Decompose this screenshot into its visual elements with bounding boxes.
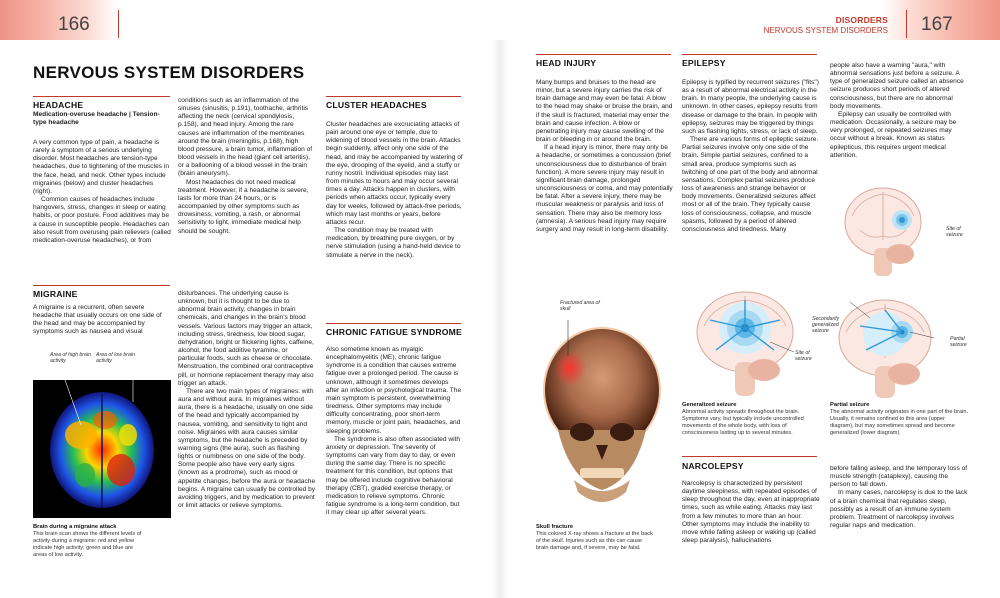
cfs-rule: [326, 323, 461, 324]
subsection-title: NERVOUS SYSTEM DISORDERS: [763, 26, 888, 35]
right-page-number-rule: [906, 10, 907, 38]
label-site-of-seizure-1: Site of seizure: [946, 226, 963, 238]
caption-title: Skull fracture: [536, 524, 574, 530]
paragraph: disturbances. The underlying cause is unknown, but it is thought to be due to abnormal brain activity, changes in brain chemicals, and changes in the brain's blood vessels. Various factors may trigger an attack, including stress, tiredness, low blood sugar, dehydration, bright or flickering lights, caffeine, alcohol, the food additive tyramine, or particular foods, such as cheese or chocolate. Menstruation, the combined oral contraceptive pill, or hormone replacement therapy may also trigger an attack.: [178, 290, 314, 387]
cluster-rule: [326, 96, 461, 97]
migraine-text-col2: [178, 290, 316, 510]
paragraph: Most headaches do not need medical treatment. However, if a headache is severe, lasts for more than 24 hours, or is accompanied by other symptoms such as drowsiness, vomiting, a rash, or abnormal sensitivity to light, immediate medical help should be sought.: [178, 178, 309, 235]
generalized-seizure-diagram: [690, 290, 800, 398]
left-page-number: 166: [58, 14, 90, 35]
head-injury-heading: HEAD INJURY: [536, 58, 597, 68]
right-page-number: 167: [921, 14, 953, 35]
head-injury-text: [536, 79, 673, 234]
partial-seizure-diagram-lower: [830, 298, 940, 400]
narcolepsy-rule: [682, 456, 817, 457]
label-fractured-area: Fractured area of skull: [560, 300, 600, 312]
narcolepsy-text-col1: [682, 480, 820, 545]
epilepsy-rule: [682, 54, 817, 55]
label-low-activity: Area of low brain activity: [96, 352, 135, 364]
paragraph: There are various forms of epileptic seizure. Partial seizures involve only one side of the brain. Simple partial seizures, confined to a small area, produce symptoms such as twitching of one part of the body and abnormal sensations. Complex partial seizures produce loss of awareness and strange behavior or body movements. Generalized seizures affect most or all of the brain. They typically cause loss of consciousness, collapse, and muscle spasms, followed by a period of altered consciousness and tiredness. Many: [682, 136, 819, 233]
paragraph: Common causes of headaches include hangovers, stress, changes in sleep or eating habits, or poor posture. Food additives may be a cause in susceptible people. Headaches can also result from overusing pain relievers (called medication-overuse headaches), or from: [33, 196, 171, 244]
narcolepsy-text-col2: [830, 465, 968, 530]
paragraph: Epilepsy can usually be controlled with medication. Occasionally, a seizure may be very prolonged, or repeated seizures may occur without a break. Known as status epilepticus, this requires urgent medical attention.: [830, 110, 957, 159]
headache-heading: HEADACHE: [33, 100, 84, 110]
headache-subheadings: Medication-overuse headache | Tension-type headache: [33, 111, 160, 126]
paragraph: conditions such as an inflammation of the sinuses (sinusitis, p.191), toothache, arthritis affecting the neck (cervical spondylosis, p.158), and head injury. Among the rare causes are inflammation of the membranes around the brain (meningitis, p.168), high blood pressure, a brain tumor, inflammation of blood vessels in the head (giant cell arteritis), or a ballooning of a blood vessel in the brain (brain aneurysm).: [178, 97, 313, 178]
paragraph: In many cases, narcolepsy is due to the lack of a brain chemical that regulates sleep, possibly as a result of an immune system problem. Treatment of narcolepsy involves regular naps and medication.: [830, 489, 968, 530]
partial-seizure-diagram-upper: [840, 186, 926, 278]
paragraph: A very common type of pain, a headache is rarely a symptom of a serious underlying disorder. Most headaches are tension-type headaches, due to tightening of the muscles in the face, head, and neck. Other types include migraines (below) and cluster headaches (right).: [33, 139, 169, 195]
headache-rule: [33, 96, 170, 97]
section-title: DISORDERS: [835, 15, 888, 25]
caption-title: Generalized seizure: [682, 402, 737, 408]
paragraph: Narcolepsy is characterized by persistent daytime sleepiness, with repeated episodes of sleep throughout the day, even at inappropriate times, such as while eating. Attacks may last from a few minutes to more than an hour. Other symptoms may include the inability to move while falling asleep or waking up (called sleep paralysis), hallucinations: [682, 480, 820, 545]
cluster-text: [326, 121, 463, 260]
migraine-brain-scan: [33, 380, 171, 518]
label-secondarily-generalized: Secondarily generalized seizure: [812, 316, 840, 334]
left-page-number-rule: [118, 10, 119, 38]
migraine-heading: MIGRAINE: [33, 289, 78, 299]
paragraph: Cluster headaches are excruciating attacks of pain around one eye or temple, due to widening of blood vessels in the brain. Attacks begin suddenly, affect only one side of the head, and may be accompanied by watering of the eye, drooping of the eyelid, and a stuffy or runny nostril. Individual episodes may last from minutes to hours and may occur several times a day. Attacks happen in clusters, with periods when attacks occur, typically every day for weeks, followed by attack-free periods, which may last months or years, before attacks recur.: [326, 121, 463, 226]
epilepsy-text-col1: [682, 79, 820, 234]
page-gutter: [492, 40, 508, 598]
paragraph: before falling asleep, and the temporary loss of muscle strength (cataplexy), causing the person to fall down.: [830, 465, 968, 489]
label-partial-seizure: Partial seizure: [950, 336, 967, 348]
label-high-activity: Area of high brain activity: [50, 352, 91, 364]
paragraph: Epilepsy is typified by recurrent seizures ("fits") as a result of abnormal electrical activity in the brain. In many people, the underlying cause is unknown. In other cases, epilepsy results from disease or damage to the brain. In people with epilepsy, seizures may be triggered by things such as flashing lights, stress, or lack of sleep.: [682, 79, 819, 135]
cfs-heading: CHRONIC FATIGUE SYNDROME: [326, 327, 462, 337]
partial-seizure-caption: [830, 402, 970, 437]
head-injury-rule: [536, 54, 671, 55]
caption-text: This brain scan shows the different levels of activity during a migraine: red and yellow indicate high activity; green and blue are areas of low activity.: [33, 531, 142, 558]
paragraph: If a head injury is minor, there may only be a headache, or sometimes a concussion (brief unconsciousness due to disturbance of brain function). A more severe injury may result in significant brain damage, prolonged unconsciousness or coma, and may potentially be fatal. After a severe injury, there may be muscular weakness or paralysis and loss of sensation. There may also be memory loss (amnesia). A serious head injury may require surgery and may result in long-term disability.: [536, 144, 673, 233]
paragraph: The condition may be treated with medication, by breathing pure oxygen, or by nerve stimulation (using a hand-held device to stimulate a nerve in the neck).: [326, 227, 461, 259]
narcolepsy-heading: NARCOLEPSY: [682, 461, 744, 471]
caption-title: Brain during a migraine attack: [33, 524, 117, 530]
migraine-rule: [33, 285, 170, 286]
skull-caption: [536, 524, 654, 552]
label-site-of-seizure-2: Site of seizure: [795, 350, 812, 362]
caption-text: Abnormal activity spreads throughout the brain. Symptoms vary, but typically include uncontrolled movements of the whole body, with loss of consciousness lasting up to several minutes.: [682, 409, 804, 436]
paragraph: people also have a warning "aura," with abnormal sensations just before a seizure. A type of generalized seizure called an absence seizure produces short periods of altered consciousness, but there are no abnormal body movements.: [830, 62, 964, 110]
paragraph: The syndrome is also often associated with anxiety or depression. The severity of symptoms can vary from day to day, or even during the same day. There is no specific treatment for this condition, but options that may be offered include cognitive behavioral therapy (CBT), graded exercise therapy, or medication to relieve symptoms. Chronic fatigue syndrome is a long-term condition, but it may clear up after several years.: [326, 435, 461, 517]
page-title: NERVOUS SYSTEM DISORDERS: [33, 63, 305, 82]
migraine-caption: [33, 524, 145, 559]
migraine-intro: [33, 304, 171, 337]
epilepsy-heading: EPILEPSY: [682, 58, 726, 68]
caption-text: This colored X-ray shows a fracture at the back of the skull. Injuries such as this can cause brain damage and, if severe, may be fatal.: [536, 531, 653, 551]
cfs-text: [326, 346, 463, 517]
epilepsy-text-col2: [830, 62, 968, 160]
paragraph: Also sometime known as myalgic encephalomyelitis (ME), chronic fatigue syndrome is a condition that causes extreme fatigue over a prolonged period. The cause is unknown, although it sometimes develops after an infection or psychological trauma. The main symptom is persistent, overwhelming tiredness. Other symptoms may include difficulty concentrating, poor short-term memory, muscle or joint pain, headaches, and sleeping problems.: [326, 346, 462, 435]
paragraph: There are two main types of migraines: with aura and without aura. In migraines without aura, there is a headache, usually on one side of the head and typically accompanied by nausea, vomiting, and sensitivity to light and noise. Migraines with aura causes similar symptoms, but the headache is preceded by warning signs (the aura), such as flashing lights or numbness on one side of the body. Some people also have very early signs (known as a prodrome), such as mood or appetite changes, before the aura or headache begins. A migraine can usually be controlled by avoiding triggers, and by medication to prevent or limit attacks or relieve symptoms.: [178, 387, 316, 510]
generalized-seizure-caption: [682, 402, 808, 437]
cluster-heading: CLUSTER HEADACHES: [326, 100, 427, 110]
skull-xray: [530, 320, 675, 520]
paragraph: Many bumps and bruises to the head are minor, but a severe injury carries the risk of brain damage and may even be fatal. A blow to the head may shake or bruise the brain, and if the skull is fractured, material may enter the brain and cause infection. A blow or penetrating injury may cause swelling of the brain or bleeding in or around the brain.: [536, 79, 673, 144]
caption-text: The abnormal activity originates in one part of the brain. Usually, it remains confined to this area (upper diagram), but may sometimes spread and become generalized (lower diagram).: [830, 409, 969, 436]
headache-text-col2: [178, 97, 316, 236]
caption-title: Partial seizure: [830, 402, 870, 408]
headache-text-col1: [33, 139, 171, 245]
paragraph: A migraine is a recurrent, often severe headache that usually occurs on one side of the head and may be accompanied by symptoms such as nausea and visual: [33, 304, 162, 336]
